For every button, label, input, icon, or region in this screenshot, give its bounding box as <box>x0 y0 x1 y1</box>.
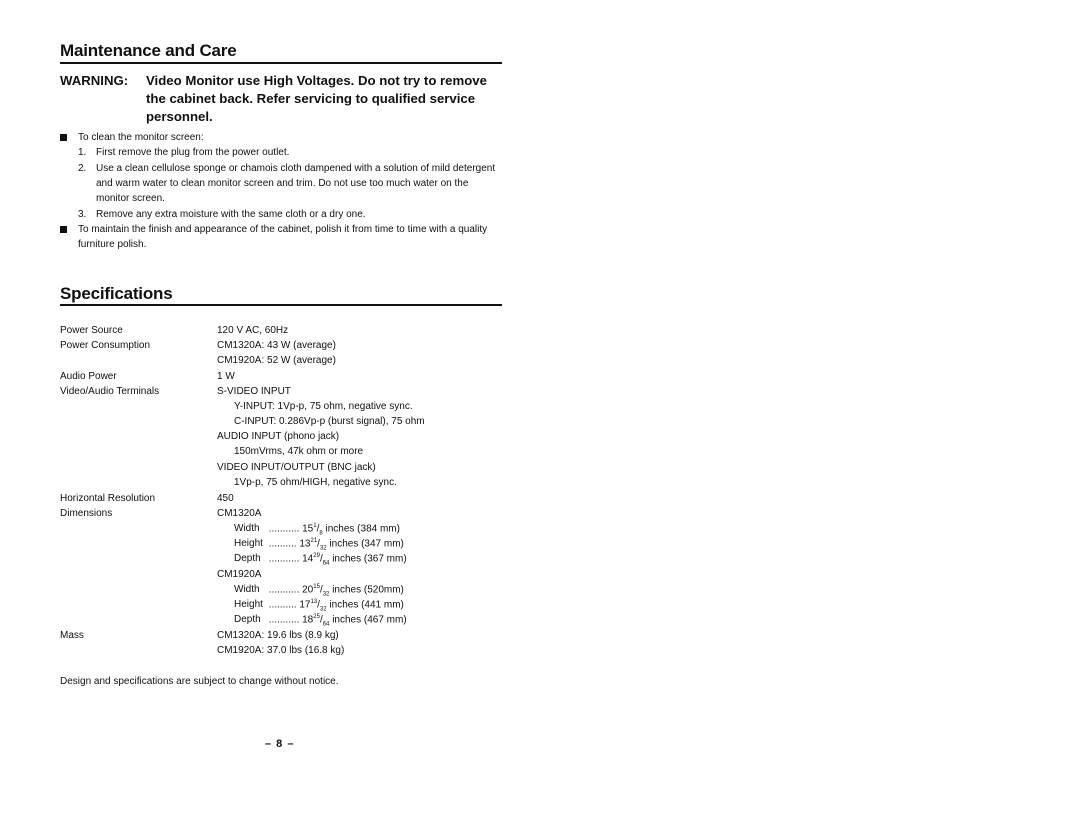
spec-value: S-VIDEO INPUT <box>217 386 291 397</box>
spec-value: AUDIO INPUT (phono jack) <box>217 431 340 442</box>
step-number: 3. <box>78 209 87 220</box>
dimension-rest: inches (441 mm) <box>329 599 404 611</box>
spec-label: Audio Power <box>60 371 117 382</box>
dimension-rest: inches (347 mm) <box>329 538 404 550</box>
dimension-dots: ........... <box>268 614 300 626</box>
dimension-model: CM1320A <box>217 508 262 519</box>
dimension-den: 8 <box>319 530 323 537</box>
spec-value: 450 <box>217 493 234 504</box>
spec-label: Dimensions <box>60 508 113 519</box>
dimension-name: Depth <box>234 553 261 565</box>
dimension-rest: inches (520mm) <box>332 584 404 596</box>
warning-label: WARNING: <box>60 73 129 88</box>
dimension-dots: .......... <box>268 599 297 611</box>
dimension-whole: 13 <box>299 538 311 550</box>
dimension-rest: inches (384 mm) <box>325 523 400 535</box>
spec-label: Mass <box>60 630 84 641</box>
warning-text: Video Monitor use High Voltages. Do not try to remove the cabinet back. Refer servicing to qualified service personnel. <box>146 73 487 124</box>
dimension-name: Height <box>234 599 263 611</box>
dimension-dots: ........... <box>268 523 300 535</box>
dimension-den: 32 <box>322 591 330 598</box>
dimension-row: Height .......... $13^{21}/_{32}$ inches (347 mm) <box>234 538 404 552</box>
step-text: Remove any extra moisture with the same cloth or a dry one. <box>96 209 366 220</box>
dimension-row: Width ........... $15^1/_8$ inches (384 mm) <box>234 523 400 537</box>
dimension-name: Width <box>234 523 260 535</box>
dimension-whole: 20 <box>302 584 314 596</box>
spec-value: 150mVrms, 47k ohm or more <box>234 446 364 457</box>
spec-value: Y-INPUT: 1Vp-p, 75 ohm, negative sync. <box>234 401 413 412</box>
specifications-rule <box>60 304 502 306</box>
dimension-row: Width ........... $20^{15}/_{32}$ inches (520mm) <box>234 584 404 598</box>
spec-label: Power Source <box>60 325 123 336</box>
dimension-row: Depth ........... $14^{29}/_{64}$ inches (367 mm) <box>234 553 407 567</box>
spec-value: C-INPUT: 0.286Vp-p (burst signal), 75 ohm <box>234 416 425 427</box>
specifications-title: Specifications <box>60 284 173 303</box>
cabinet-tip: To maintain the finish and appearance of the cabinet, polish it from time to time with a quality furniture polish. <box>78 224 488 250</box>
page-number: – 8 – <box>265 738 295 750</box>
step-number: 2. <box>78 163 87 174</box>
dimension-name: Width <box>234 584 260 596</box>
dimension-dots: .......... <box>268 538 297 550</box>
dimension-whole: 15 <box>302 523 314 535</box>
dimension-den: 64 <box>322 621 330 628</box>
dimension-num: 25 <box>313 614 320 620</box>
spec-label: Power Consumption <box>60 340 151 351</box>
spec-label: Horizontal Resolution <box>60 493 156 504</box>
spec-value: 120 V AC, 60Hz <box>217 325 289 336</box>
dimension-dots: ........... <box>268 553 300 565</box>
dimension-model: CM1920A <box>217 569 262 580</box>
bullet-icon <box>60 134 67 141</box>
dimension-num: 29 <box>313 553 320 559</box>
dimension-whole: 18 <box>302 614 314 626</box>
dimension-row: Depth ........... $18^{25}/_{64}$ inches (467 mm) <box>234 614 407 628</box>
dimension-num: 13 <box>310 599 318 605</box>
step-number: 1. <box>78 147 87 158</box>
dimension-num: 1 <box>313 523 317 529</box>
dimension-name: Depth <box>234 614 261 626</box>
dimension-whole: 14 <box>302 553 314 565</box>
spec-value: 1 W <box>217 371 235 382</box>
dimension-den: 64 <box>322 560 330 567</box>
clean-screen-intro: To clean the monitor screen: <box>78 132 204 143</box>
spec-value: VIDEO INPUT/OUTPUT (BNC jack) <box>217 462 376 473</box>
dimension-den: 32 <box>319 545 327 552</box>
spec-label: Video/Audio Terminals <box>60 386 160 397</box>
dimension-row: Height .......... $17^{13}/_{32}$ inches (441 mm) <box>234 599 404 613</box>
specifications-note: Design and specifications are subject to change without notice. <box>60 676 339 687</box>
dimension-rest: inches (367 mm) <box>332 553 407 565</box>
dimension-dots: ........... <box>268 584 300 596</box>
spec-value: CM1920A: 52 W (average) <box>217 355 336 366</box>
maintenance-title: Maintenance and Care <box>60 41 237 60</box>
dimension-den: 32 <box>319 606 327 613</box>
spec-value: CM1320A: 19.6 lbs (8.9 kg) <box>217 630 339 641</box>
spec-value: 1Vp-p, 75 ohm/HIGH, negative sync. <box>234 477 397 488</box>
step-text: Use a clean cellulose sponge or chamois cloth dampened with a solution of mild detergent and warm water to clean monitor screen and trim. Do not use too much water on the monitor screen. <box>96 163 496 204</box>
dimension-name: Height <box>234 538 263 550</box>
dimension-whole: 17 <box>299 599 311 611</box>
spec-value: CM1920A: 37.0 lbs (16.8 kg) <box>217 645 345 656</box>
dimension-num: 15 <box>313 584 320 590</box>
maintenance-rule <box>60 62 502 64</box>
spec-value: CM1320A: 43 W (average) <box>217 340 336 351</box>
bullet-icon <box>60 226 67 233</box>
dimension-rest: inches (467 mm) <box>332 614 407 626</box>
dimension-num: 21 <box>310 538 318 544</box>
step-text: First remove the plug from the power outlet. <box>96 147 290 158</box>
